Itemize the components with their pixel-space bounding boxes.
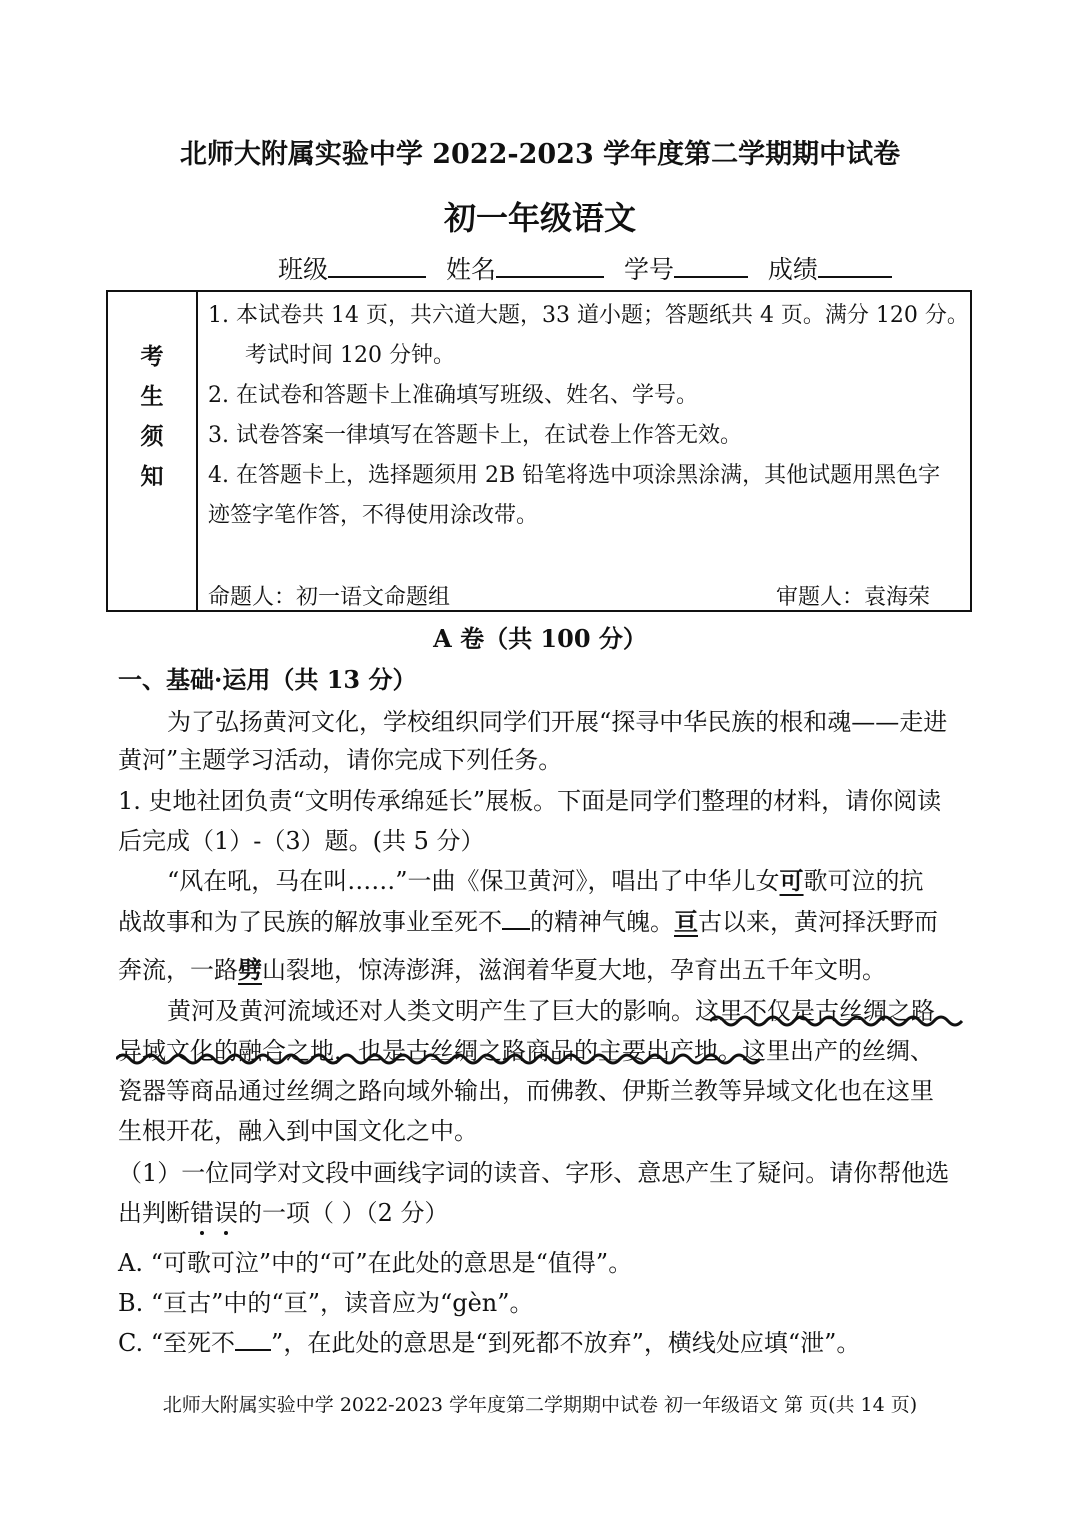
notice-item-3: 3. 试卷答案一律填写在答题卡上，在试卷上作答无效。 — [208, 423, 742, 448]
wavy-underline-2 — [116, 1050, 772, 1068]
name-label: 姓名 — [445, 255, 496, 284]
passage-line-4: 黄河及黄河流域还对人类文明产生了巨大的影响。这里不仅是古丝绸之路 — [167, 997, 935, 1025]
q1-line-1: 1. 史地社团负责“文明传承绵延长”展板。下面是同学们整理的材料，请你阅读 — [118, 787, 942, 815]
part1-heading: 一、基础·运用（共 13 分） — [118, 665, 417, 694]
name-blank[interactable] — [496, 254, 604, 278]
class-label: 班级 — [278, 255, 329, 284]
passage-line-3: 奔流，一路劈山裂地，惊涛澎湃，滋润着华夏大地，孕育出五千年文明。 — [118, 955, 886, 984]
underlined-ke: 可 — [779, 866, 804, 895]
passage-line-1: “风在吼，马在叫……”一曲《保卫黄河》，唱出了中华儿女可歌可泣的抗 — [167, 866, 924, 895]
option-c: C. “至死不 ”，在此处的意思是“到死都不放弃”，横线处应填“泄”。 — [118, 1329, 861, 1357]
option-c-blank — [235, 1329, 271, 1351]
underlined-pi: 劈 — [238, 955, 262, 984]
emphasis-dot-wu: 误 — [214, 1199, 238, 1227]
fill-blank — [502, 908, 530, 930]
notice-item-1: 1. 本试卷共 14 页，共六道大题，33 道小题；答题纸共 4 页。满分 120 分。 — [208, 303, 969, 328]
underlined-gen: 亘 — [674, 907, 698, 936]
notice-char: 生 — [140, 383, 164, 410]
subject-title: 初一年级语文 — [443, 199, 636, 237]
notice-char: 考 — [140, 343, 164, 370]
notice-item-4: 4. 在答题卡上，选择题须用 2B 铅笔将选中项涂黑涂满，其他试题用黑色字 — [208, 463, 941, 488]
score-label: 成绩 — [767, 255, 818, 284]
notice-author: 命题人：初一语文命题组 — [208, 585, 451, 610]
score-blank[interactable] — [818, 254, 892, 278]
emphasis-dot-cuo: 错 — [190, 1199, 214, 1227]
sub1-line-2: 出判断错误的一项（ ）（2 分） — [118, 1199, 449, 1227]
notice-item-4-cont: 迹签字笔作答，不得使用涂改带。 — [208, 503, 539, 528]
option-b: B. “亘古”中的“亘”，读音应为“gèn”。 — [118, 1289, 534, 1317]
notice-char: 须 — [140, 423, 164, 450]
exam-title: 北师大附属实验中学 2022-2023 学年度第二学期期中试卷 — [179, 139, 901, 170]
student-id-label: 学号 — [623, 255, 674, 284]
wavy-sentence-part1: 这里不仅是古丝绸之路 — [695, 997, 935, 1025]
notice-reviewer: 审题人：袁海荣 — [776, 585, 931, 610]
student-info-row — [278, 250, 904, 286]
sub1-line-1: （1）一位同学对文段中画线字词的读音、字形、意思产生了疑问。请你帮他选 — [118, 1159, 950, 1187]
q1-line-2: 后完成（1）-（3）题。(共 5 分） — [118, 827, 485, 855]
exam-notice-box — [106, 290, 972, 612]
passage-line-5: 异域文化的融合之地，也是古丝绸之路商品的主要出产地。这里出产的丝绸、 — [118, 1037, 934, 1065]
wavy-underline-1 — [710, 1012, 972, 1030]
passage-line-6: 瓷器等商品通过丝绸之路向域外输出，而佛教、伊斯兰教等异域文化也在这里 — [118, 1077, 934, 1105]
class-blank[interactable] — [328, 254, 426, 278]
passage-line-7: 生根开花，融入到中国文化之中。 — [118, 1117, 478, 1145]
intro-line-1: 为了弘扬黄河文化，学校组织同学们开展“探寻中华民族的根和魂——走进 — [167, 708, 948, 736]
passage-line-2: 战故事和为了民族的解放事业至死不 的精神气魄。亘古以来，黄河择沃野而 — [118, 907, 938, 936]
section-a-heading: A 卷（共 100 分） — [433, 624, 647, 653]
wavy-sentence-part2: 异域文化的融合之地，也是古丝绸之路商品的主要出产地。 — [118, 1037, 742, 1065]
notice-char: 知 — [140, 463, 164, 490]
notice-item-1-cont: 考试时间 120 分钟。 — [245, 343, 455, 368]
option-a: A. “可歌可泣”中的“可”在此处的意思是“值得”。 — [118, 1249, 633, 1277]
intro-line-2: 黄河”主题学习活动，请你完成下列任务。 — [118, 746, 563, 774]
notice-item-2: 2. 在试卷和答题卡上准确填写班级、姓名、学号。 — [208, 383, 698, 408]
page-footer: 北师大附属实验中学 2022-2023 学年度第二学期期中试卷 初一年级语文 第 页(共 14 页) — [162, 1394, 918, 1416]
notice-side-label — [108, 292, 198, 610]
student-id-blank[interactable] — [674, 254, 748, 278]
